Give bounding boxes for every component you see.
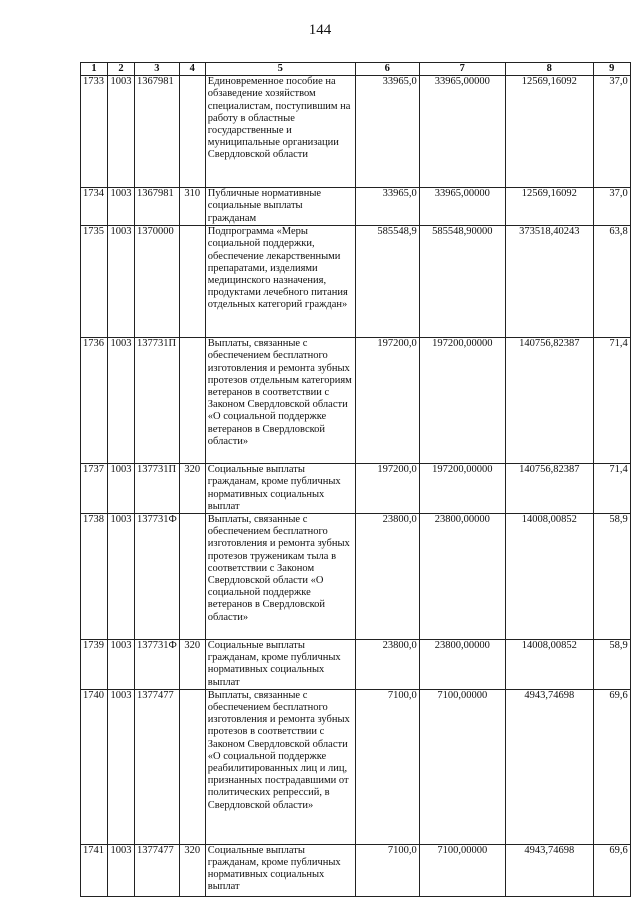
cell-target-code: 1367981 bbox=[135, 188, 180, 226]
cell-section-code: 1003 bbox=[108, 464, 135, 514]
cell-expense-kind: 320 bbox=[179, 640, 205, 690]
table-row bbox=[81, 226, 631, 338]
column-header-1: 1 bbox=[81, 63, 108, 76]
table-row bbox=[81, 640, 631, 690]
cell-plan-amount: 197200,0 bbox=[355, 464, 419, 514]
header-row bbox=[81, 63, 631, 76]
cell-executed-amount: 140756,82387 bbox=[505, 338, 593, 464]
column-header-2: 2 bbox=[108, 63, 135, 76]
cell-item-name: Социальные выплаты гражданам, кроме публичных нормативных социальных выплат bbox=[205, 844, 355, 896]
cell-target-code: 1377477 bbox=[135, 844, 180, 896]
column-header-7: 7 bbox=[419, 63, 505, 76]
cell-percent: 69,6 bbox=[593, 844, 630, 896]
column-header-8: 8 bbox=[505, 63, 593, 76]
cell-row-number: 1739 bbox=[81, 640, 108, 690]
cell-plan-amount: 585548,9 bbox=[355, 226, 419, 338]
cell-row-number: 1741 bbox=[81, 844, 108, 896]
cell-executed-amount: 4943,74698 bbox=[505, 689, 593, 844]
cell-section-code: 1003 bbox=[108, 844, 135, 896]
cell-plan-amount: 33965,0 bbox=[355, 188, 419, 226]
cell-item-name: Выплаты, связанные с обеспечением бесплатного изготовления и ремонта зубных протезов в соответствии с Законом Свердловской области «О социальной поддержке реабилитированных лиц и лиц, признанных пострадавшими от политических репрессий, в Свердловской области» bbox=[205, 689, 355, 844]
cell-adjusted-amount: 7100,00000 bbox=[419, 844, 505, 896]
cell-row-number: 1738 bbox=[81, 514, 108, 640]
cell-plan-amount: 33965,0 bbox=[355, 76, 419, 188]
cell-section-code: 1003 bbox=[108, 188, 135, 226]
cell-expense-kind bbox=[179, 338, 205, 464]
cell-section-code: 1003 bbox=[108, 514, 135, 640]
cell-percent: 71,4 bbox=[593, 338, 630, 464]
cell-executed-amount: 14008,00852 bbox=[505, 640, 593, 690]
column-header-9: 9 bbox=[593, 63, 630, 76]
cell-target-code: 1370000 bbox=[135, 226, 180, 338]
cell-adjusted-amount: 7100,00000 bbox=[419, 689, 505, 844]
cell-item-name: Подпрограмма «Меры социальной поддержки, обеспечение лекарственными препаратами, изделиями медицинского назначения, продуктами лечебного питания отдельных категорий граждан» bbox=[205, 226, 355, 338]
cell-percent: 58,9 bbox=[593, 514, 630, 640]
cell-expense-kind: 320 bbox=[179, 844, 205, 896]
cell-percent: 37,0 bbox=[593, 76, 630, 188]
cell-percent: 58,9 bbox=[593, 640, 630, 690]
table-row bbox=[81, 514, 631, 640]
cell-row-number: 1736 bbox=[81, 338, 108, 464]
cell-target-code: 137731Ф bbox=[135, 640, 180, 690]
budget-table bbox=[80, 62, 631, 897]
cell-target-code: 137731П bbox=[135, 464, 180, 514]
page-number: 144 bbox=[308, 22, 332, 38]
cell-executed-amount: 373518,40243 bbox=[505, 226, 593, 338]
cell-expense-kind bbox=[179, 226, 205, 338]
column-header-3: 3 bbox=[135, 63, 180, 76]
cell-percent: 37,0 bbox=[593, 188, 630, 226]
cell-row-number: 1735 bbox=[81, 226, 108, 338]
cell-section-code: 1003 bbox=[108, 226, 135, 338]
cell-expense-kind bbox=[179, 514, 205, 640]
table-row bbox=[81, 338, 631, 464]
cell-executed-amount: 12569,16092 bbox=[505, 76, 593, 188]
cell-target-code: 1367981 bbox=[135, 76, 180, 188]
cell-executed-amount: 4943,74698 bbox=[505, 844, 593, 896]
cell-item-name: Социальные выплаты гражданам, кроме публичных нормативных социальных выплат bbox=[205, 464, 355, 514]
cell-row-number: 1733 bbox=[81, 76, 108, 188]
cell-item-name: Единовременное пособие на обзаведение хозяйством специалистам, поступившим на работу в областные государственные и муниципальные организации Свердловской области bbox=[205, 76, 355, 188]
cell-adjusted-amount: 585548,90000 bbox=[419, 226, 505, 338]
cell-percent: 69,6 bbox=[593, 689, 630, 844]
cell-target-code: 1377477 bbox=[135, 689, 180, 844]
cell-executed-amount: 14008,00852 bbox=[505, 514, 593, 640]
cell-row-number: 1734 bbox=[81, 188, 108, 226]
table-row bbox=[81, 76, 631, 188]
cell-expense-kind: 320 bbox=[179, 464, 205, 514]
cell-adjusted-amount: 197200,00000 bbox=[419, 338, 505, 464]
cell-adjusted-amount: 23800,00000 bbox=[419, 514, 505, 640]
cell-item-name: Выплаты, связанные с обеспечением бесплатного изготовления и ремонта зубных протезов отдельным категориям ветеранов в соответствии с Законом Свердловской области «О социальной поддержке ветеранов в Свердловской области» bbox=[205, 338, 355, 464]
cell-adjusted-amount: 197200,00000 bbox=[419, 464, 505, 514]
cell-target-code: 137731П bbox=[135, 338, 180, 464]
cell-plan-amount: 7100,0 bbox=[355, 689, 419, 844]
cell-plan-amount: 23800,0 bbox=[355, 514, 419, 640]
cell-executed-amount: 12569,16092 bbox=[505, 188, 593, 226]
cell-executed-amount: 140756,82387 bbox=[505, 464, 593, 514]
column-header-6: 6 bbox=[355, 63, 419, 76]
cell-expense-kind bbox=[179, 76, 205, 188]
cell-item-name: Публичные нормативные социальные выплаты гражданам bbox=[205, 188, 355, 226]
cell-item-name: Выплаты, связанные с обеспечением бесплатного изготовления и ремонта зубных протезов труженикам тыла в соответствии с Законом Свердловской области «О социальной поддержке ветеранов в Свердловской области» bbox=[205, 514, 355, 640]
table-row bbox=[81, 689, 631, 844]
cell-section-code: 1003 bbox=[108, 338, 135, 464]
cell-plan-amount: 197200,0 bbox=[355, 338, 419, 464]
cell-adjusted-amount: 33965,00000 bbox=[419, 76, 505, 188]
column-header-5: 5 bbox=[205, 63, 355, 76]
cell-expense-kind: 310 bbox=[179, 188, 205, 226]
cell-plan-amount: 7100,0 bbox=[355, 844, 419, 896]
cell-row-number: 1740 bbox=[81, 689, 108, 844]
cell-percent: 71,4 bbox=[593, 464, 630, 514]
cell-percent: 63,8 bbox=[593, 226, 630, 338]
column-header-4: 4 bbox=[179, 63, 205, 76]
cell-section-code: 1003 bbox=[108, 689, 135, 844]
table-row bbox=[81, 188, 631, 226]
cell-target-code: 137731Ф bbox=[135, 514, 180, 640]
cell-expense-kind bbox=[179, 689, 205, 844]
cell-adjusted-amount: 33965,00000 bbox=[419, 188, 505, 226]
table-row bbox=[81, 844, 631, 896]
cell-item-name: Социальные выплаты гражданам, кроме публичных нормативных социальных выплат bbox=[205, 640, 355, 690]
table-row bbox=[81, 464, 631, 514]
cell-row-number: 1737 bbox=[81, 464, 108, 514]
cell-section-code: 1003 bbox=[108, 76, 135, 188]
cell-adjusted-amount: 23800,00000 bbox=[419, 640, 505, 690]
cell-section-code: 1003 bbox=[108, 640, 135, 690]
table-body bbox=[81, 76, 631, 897]
cell-plan-amount: 23800,0 bbox=[355, 640, 419, 690]
